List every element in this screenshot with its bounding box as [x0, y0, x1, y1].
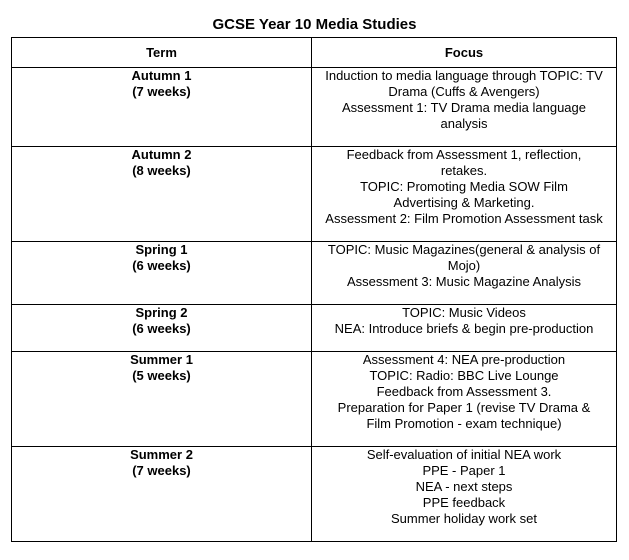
- table-header-row: [12, 38, 617, 68]
- table-row: [12, 147, 617, 242]
- term-name: Spring 2: [135, 305, 188, 320]
- focus-line: Self-evaluation of initial NEA work: [366, 447, 562, 462]
- table-row: [12, 352, 617, 447]
- focus-line: TOPIC: Radio: BBC Live Lounge: [369, 368, 559, 383]
- term-name: Summer 2: [130, 447, 193, 462]
- focus-line: Induction to media language through TOPIC: TV: [325, 68, 603, 83]
- term-name: Summer 1: [130, 352, 193, 367]
- focus-line: Assessment 4: NEA pre-production: [362, 352, 566, 367]
- term-cell: [12, 447, 312, 542]
- term-cell: [12, 68, 312, 147]
- term-column-header: Term: [12, 38, 312, 68]
- focus-line: Feedback from Assessment 1, reflection,: [346, 147, 582, 162]
- focus-line: TOPIC: Music Videos: [402, 305, 526, 320]
- document-title: GCSE Year 10 Media Studies: [212, 16, 417, 33]
- term-duration: (6 weeks): [132, 258, 191, 273]
- focus-line: Assessment 3: Music Magazine Analysis: [346, 274, 582, 289]
- focus-cell: [312, 68, 617, 147]
- term-name: Spring 1: [135, 242, 188, 257]
- focus-cell: [312, 242, 617, 305]
- focus-cell: [312, 305, 617, 352]
- focus-line: NEA - next steps: [415, 479, 513, 494]
- focus-column-header: Focus: [312, 38, 617, 68]
- focus-cell: [312, 352, 617, 447]
- term-duration: (8 weeks): [132, 163, 191, 178]
- term-duration: (7 weeks): [132, 463, 191, 478]
- term-cell: [12, 352, 312, 447]
- focus-line: TOPIC: Promoting Media SOW Film: [360, 179, 568, 194]
- focus-line: Mojo): [447, 258, 481, 273]
- focus-line: NEA: Introduce briefs & begin pre-production: [334, 321, 594, 336]
- table-row: [12, 447, 617, 542]
- term-duration: (5 weeks): [132, 368, 191, 383]
- focus-line: Advertising & Marketing.: [393, 195, 535, 210]
- focus-line: retakes.: [440, 163, 488, 178]
- term-cell: [12, 305, 312, 352]
- term-duration: (6 weeks): [132, 321, 191, 336]
- focus-line: TOPIC: Music Magazines(general & analysis of: [327, 242, 601, 257]
- focus-line: Drama (Cuffs & Avengers): [388, 84, 540, 99]
- focus-line: Assessment 2: Film Promotion Assessment task: [325, 211, 603, 226]
- term-name: Autumn 2: [131, 147, 192, 162]
- table-row: [12, 68, 617, 147]
- schedule-table: [11, 37, 617, 542]
- focus-cell: [312, 447, 617, 542]
- focus-line: Summer holiday work set: [391, 511, 537, 526]
- focus-line: analysis: [440, 116, 488, 131]
- term-duration: (7 weeks): [132, 84, 191, 99]
- focus-cell: [312, 147, 617, 242]
- focus-line: Assessment 1: TV Drama media language: [342, 100, 586, 115]
- table-row: [12, 242, 617, 305]
- focus-line: PPE feedback: [422, 495, 506, 510]
- term-cell: [12, 242, 312, 305]
- focus-line: Feedback from Assessment 3.: [376, 384, 552, 399]
- focus-line: PPE - Paper 1: [422, 463, 506, 478]
- term-name: Autumn 1: [131, 68, 192, 83]
- table-row: [12, 305, 617, 352]
- focus-line: Preparation for Paper 1 (revise TV Drama &: [337, 400, 591, 415]
- focus-line: Film Promotion - exam technique): [366, 416, 562, 431]
- term-cell: [12, 147, 312, 242]
